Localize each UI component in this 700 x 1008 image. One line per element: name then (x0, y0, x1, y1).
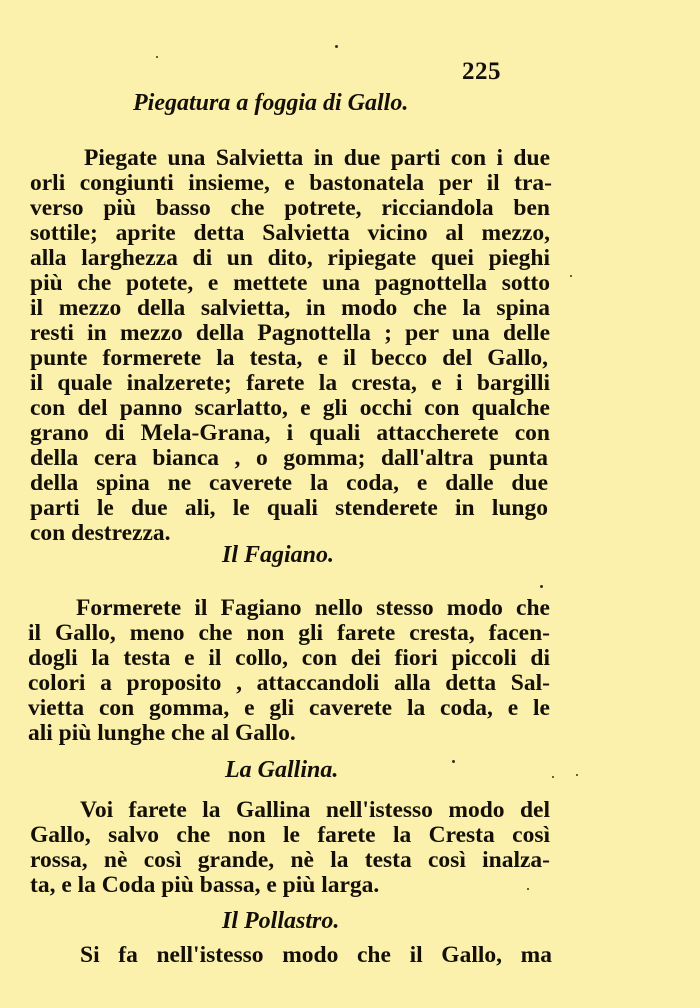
text-line: della cera bianca , o gomma; dall'altra punta (30, 445, 548, 471)
paper-speck (540, 585, 543, 588)
section-title-gallina: La Gallina. (225, 757, 339, 783)
paper-speck (527, 888, 529, 890)
text-line: Si fa nell'istesso modo che il Gallo, ma (80, 942, 552, 968)
text-line: punte formerete la testa, e il becco del Gallo, (30, 345, 548, 371)
paper-speck (576, 774, 578, 776)
text-line: il Gallo, meno che non gli farete cresta, facen- (28, 620, 550, 646)
text-line: colori a proposito , attaccandoli alla detta Sal- (28, 670, 550, 696)
text-line: ali più lunghe che al Gallo. (28, 720, 296, 746)
text-line: Gallo, salvo che non le farete la Cresta così (30, 822, 550, 848)
text-line: più che potete, e mettete una pagnottella sotto (30, 270, 550, 296)
text-line: rossa, nè così grande, nè la testa così inalza- (30, 847, 550, 873)
paper-speck (552, 776, 554, 778)
text-line: con del panno scarlatto, e gli occhi con qualche (30, 395, 550, 421)
text-line: orli congiunti insieme, e bastonatela per il tra- (30, 170, 552, 196)
text-line: grano di Mela-Grana, i quali attaccherete con (30, 420, 550, 446)
text-line: della spina ne caverete la coda, e dalle due (30, 470, 548, 496)
paper-speck (156, 56, 158, 58)
text-line: il quale inalzerete; farete la cresta, e i bargilli (30, 370, 550, 396)
text-line: con destrezza. (30, 520, 171, 546)
text-line: Voi farete la Gallina nell'istesso modo del (80, 797, 550, 823)
paper-speck (570, 275, 572, 277)
text-line: resti in mezzo della Pagnottella ; per una delle (30, 320, 550, 346)
text-line: parti le due ali, le quali stenderete in lungo (30, 495, 548, 521)
text-line: vietta con gomma, e gli caverete la coda, e le (28, 695, 550, 721)
text-line: alla larghezza di un dito, ripiegate quei pieghi (30, 245, 550, 271)
paper-speck (452, 760, 455, 763)
section-title-gallo: Piegatura a foggia di Gallo. (133, 90, 409, 116)
text-line: Piegate una Salvietta in due parti con i due (84, 145, 550, 171)
text-line: Formerete il Fagiano nello stesso modo che (76, 595, 550, 621)
section-title-pollastro: Il Pollastro. (222, 908, 340, 934)
text-line: il mezzo della salvietta, in modo che la spina (30, 295, 550, 321)
text-line: verso più basso che potrete, ricciandola ben (30, 195, 550, 221)
text-line: dogli la testa e il collo, con dei fiori piccoli di (28, 645, 550, 671)
page-number: 225 (462, 58, 501, 85)
section-title-fagiano: Il Fagiano. (222, 542, 335, 568)
text-line: sottile; aprite detta Salvietta vicino al mezzo, (30, 220, 550, 246)
text-line: ta, e la Coda più bassa, e più larga. (30, 872, 380, 898)
paper-speck (335, 45, 338, 48)
